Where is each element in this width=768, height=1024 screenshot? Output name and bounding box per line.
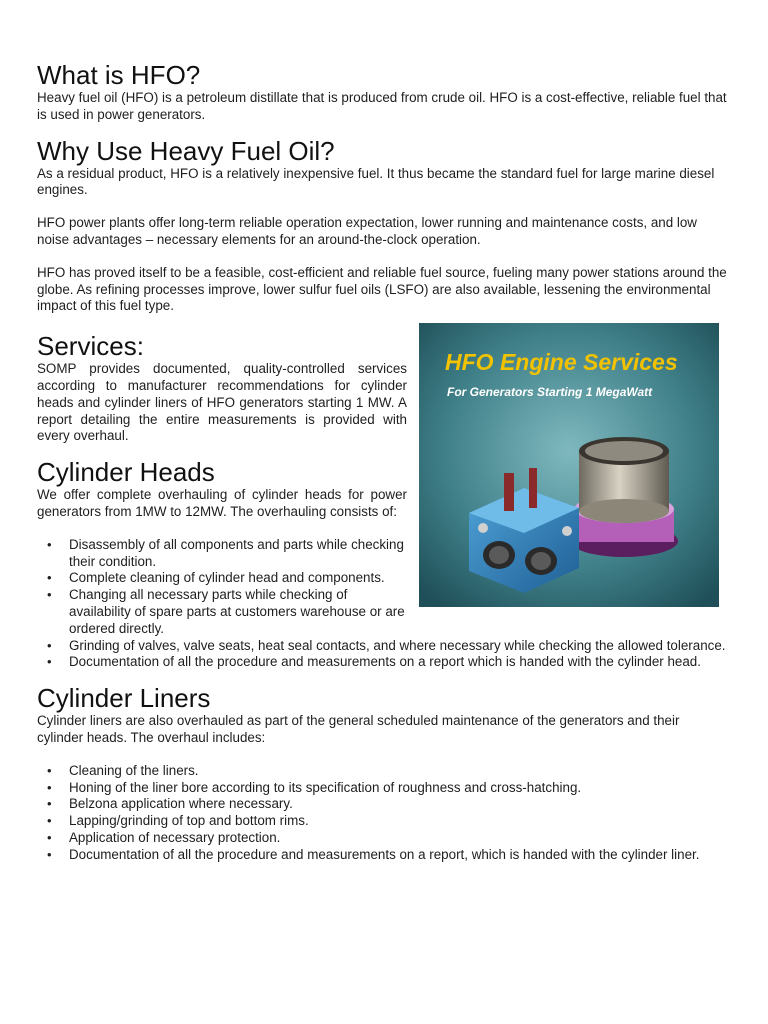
list-item: • Belzona application where necessary. [69,796,727,813]
list-item: • Documentation of all the procedure and measurements on a report, which is handed with the cylinder liner. [69,847,727,864]
image-title: HFO Engine Services [445,349,678,376]
paragraph-cylinder-heads: We offer complete overhauling of cylinder heads for power generators from 1MW to 12MW. The overhauling consists of: [37,487,407,519]
paragraph-why-3: HFO has proved itself to be a feasible, cost-efficient and reliable fuel source, fueling many power stations around the globe. As refining processes improve, lower sulfur fuel oils (LSFO) are also available, lessening the environmental impact of this fuel type. [37,264,727,314]
list-item: • Complete cleaning of cylinder head and components. [69,570,727,587]
cylinder-liners-list [37,763,727,864]
list-item: • Changing all necessary parts while checking of availability of spare parts at customers warehouse or are ordered directly. [69,587,727,637]
heading-cylinder-liners: Cylinder Liners [37,683,211,714]
paragraph-why-2: HFO power plants offer long-term reliable operation expectation, lower running and maintenance costs, and low noise advantages – necessary elements for an around-the-clock operation. [37,215,697,247]
paragraph-what-is-hfo: Heavy fuel oil (HFO) is a petroleum distillate that is produced from crude oil. HFO is a cost-effective, reliable fuel that is used in power generators. [37,90,727,122]
list-item: • Cleaning of the liners. [69,763,727,780]
list-item: • Lapping/grinding of top and bottom rims. [69,813,727,830]
list-item: • Application of necessary protection. [69,830,727,847]
heading-cylinder-heads: Cylinder Heads [37,457,215,488]
list-item: • Honing of the liner bore according to its specification of roughness and cross-hatching. [69,780,727,797]
paragraph-why-1: As a residual product, HFO is a relatively inexpensive fuel. It thus became the standard fuel for large marine diesel engines. [37,165,715,198]
heading-services: Services: [37,331,144,362]
paragraph-cylinder-liners: Cylinder liners are also overhauled as part of the general scheduled maintenance of the generators and their cylinder heads. The overhaul includes: [37,713,680,745]
cylinder-heads-list [37,537,727,671]
document-page [37,60,727,864]
heading-why-use-hfo: Why Use Heavy Fuel Oil? [37,135,335,166]
image-subtitle: For Generators Starting 1 MegaWatt [447,385,653,400]
list-item: • Documentation of all the procedure and measurements on a report which is handed with the cylinder head. [69,654,727,671]
list-item: • Grinding of valves, valve seats, heat seal contacts, and where necessary while checking the allowed tolerance. [69,638,727,655]
heading-what-is-hfo: What is HFO? [37,60,201,90]
list-item: • Disassembly of all components and parts while checking their condition. [69,537,727,571]
paragraph-services: SOMP provides documented, quality-controlled services according to manufacturer recommendations for cylinder heads and cylinder liners of HFO generators starting 1 MW. A report detailing the entire measurements is provided with every overhaul. [37,361,407,444]
